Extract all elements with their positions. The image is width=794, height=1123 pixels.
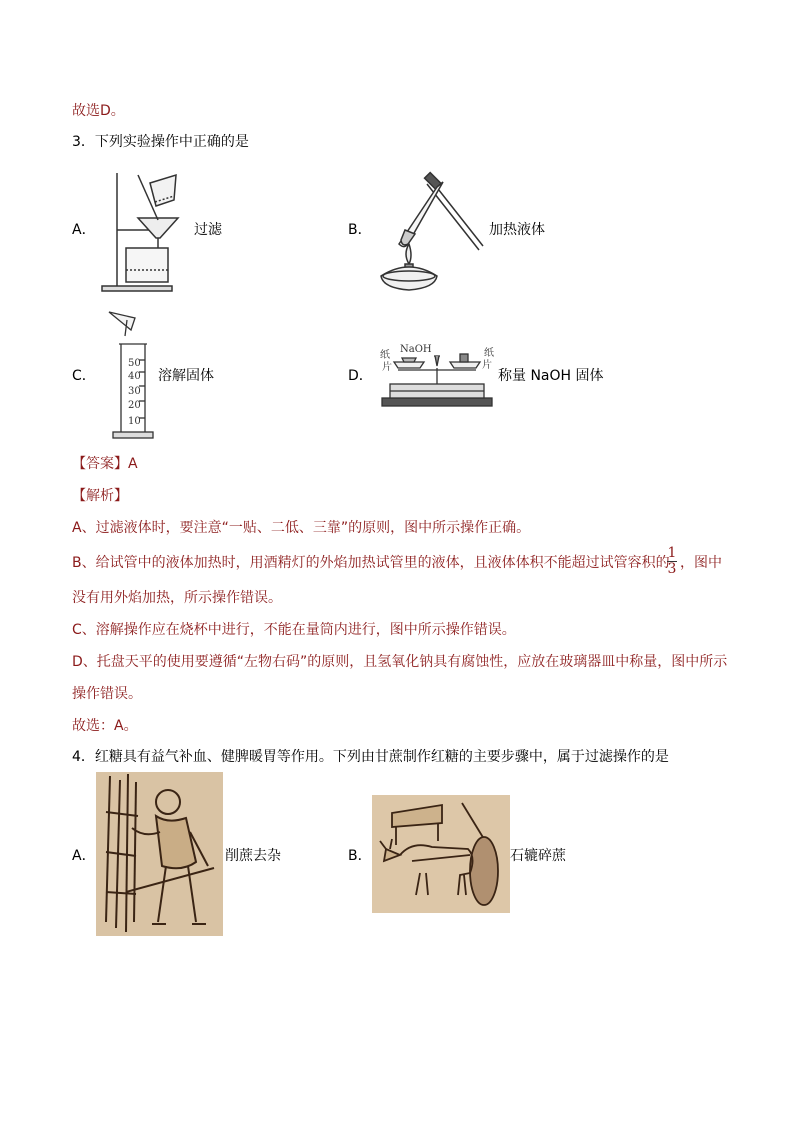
filtration-apparatus-image [100,170,175,295]
cylinder-tick-labels [105,308,155,443]
cylinder-tick-40: 40 [128,371,141,382]
balance-paper-left-1: 纸 [380,350,390,361]
cylinder-tick-50: 50 [128,358,141,369]
conclusion: 故选：A。 [72,718,138,734]
heating-liquid-image [375,172,485,292]
q4-option-b-letter: B． [348,848,372,864]
option-d-label: 称量 NaOH 固体 [498,368,604,384]
answer-line [72,454,138,474]
analysis-a: A、过滤液体时，要注意“一贴、二低、三靠”的原则，图中所示操作正确。 [72,520,531,536]
answer-tag: 【答案】 [72,456,128,472]
analysis-tag: 【解析】 [72,488,128,504]
option-a-letter: A． [72,222,96,238]
balance-naoh-label: NaOH [400,344,432,355]
stone-roller-image [372,795,510,913]
option-d-letter: D． [348,368,373,384]
option-b-letter: B． [348,222,372,238]
fraction-numerator: 1 [667,545,677,561]
q4-option-b-label: 石辘碎蔗 [510,848,566,864]
balance-image [378,340,496,410]
analysis-d-line2: 操作错误。 [72,686,142,702]
previous-choice: 故选D。 [72,103,125,119]
q4-option-a-label: 削蔗去杂 [225,848,281,864]
analysis-b-line1: B、给试管中的液体加热时，用酒精灯的外焰加热试管里的液体，且液体体积不能超过试管容积的 [72,555,670,571]
balance-paper-right-1: 纸 [484,348,494,359]
cylinder-tick-10: 10 [128,416,141,427]
option-c-label: 溶解固体 [158,368,214,384]
answer-value: A [128,456,138,472]
fraction-denominator: 3 [667,561,677,577]
q4-option-a-letter: A． [72,848,96,864]
cylinder-tick-30: 30 [128,386,141,397]
cane-trimming-image [96,772,223,936]
option-a-label: 过滤 [194,222,222,238]
option-b-label: 加热液体 [489,222,545,238]
fraction-one-third [666,546,678,577]
analysis-c: C、溶解操作应在烧杯中进行，不能在量筒内进行，图中所示操作错误。 [72,622,516,638]
question-4-stem: 4．红糖具有益气补血、健脾暖胃等作用。下列由甘蔗制作红糖的主要步骤中，属于过滤操作的是 [72,749,669,765]
analysis-b-tail: ，图中 [680,555,722,571]
balance-paper-right-2: 片 [482,360,492,371]
analysis-b-line2: 没有用外焰加热，所示操作错误。 [72,590,282,606]
cylinder-tick-20: 20 [128,400,141,411]
question-3-stem: 3．下列实验操作中正确的是 [72,134,249,150]
option-c-letter: C． [72,368,96,384]
analysis-d-line1: D、托盘天平的使用要遵循“左物右码”的原则，且氢氧化钠具有腐蚀性，应放在玻璃器皿中称量，图中所示 [72,654,728,670]
balance-paper-left-2: 片 [382,362,392,373]
